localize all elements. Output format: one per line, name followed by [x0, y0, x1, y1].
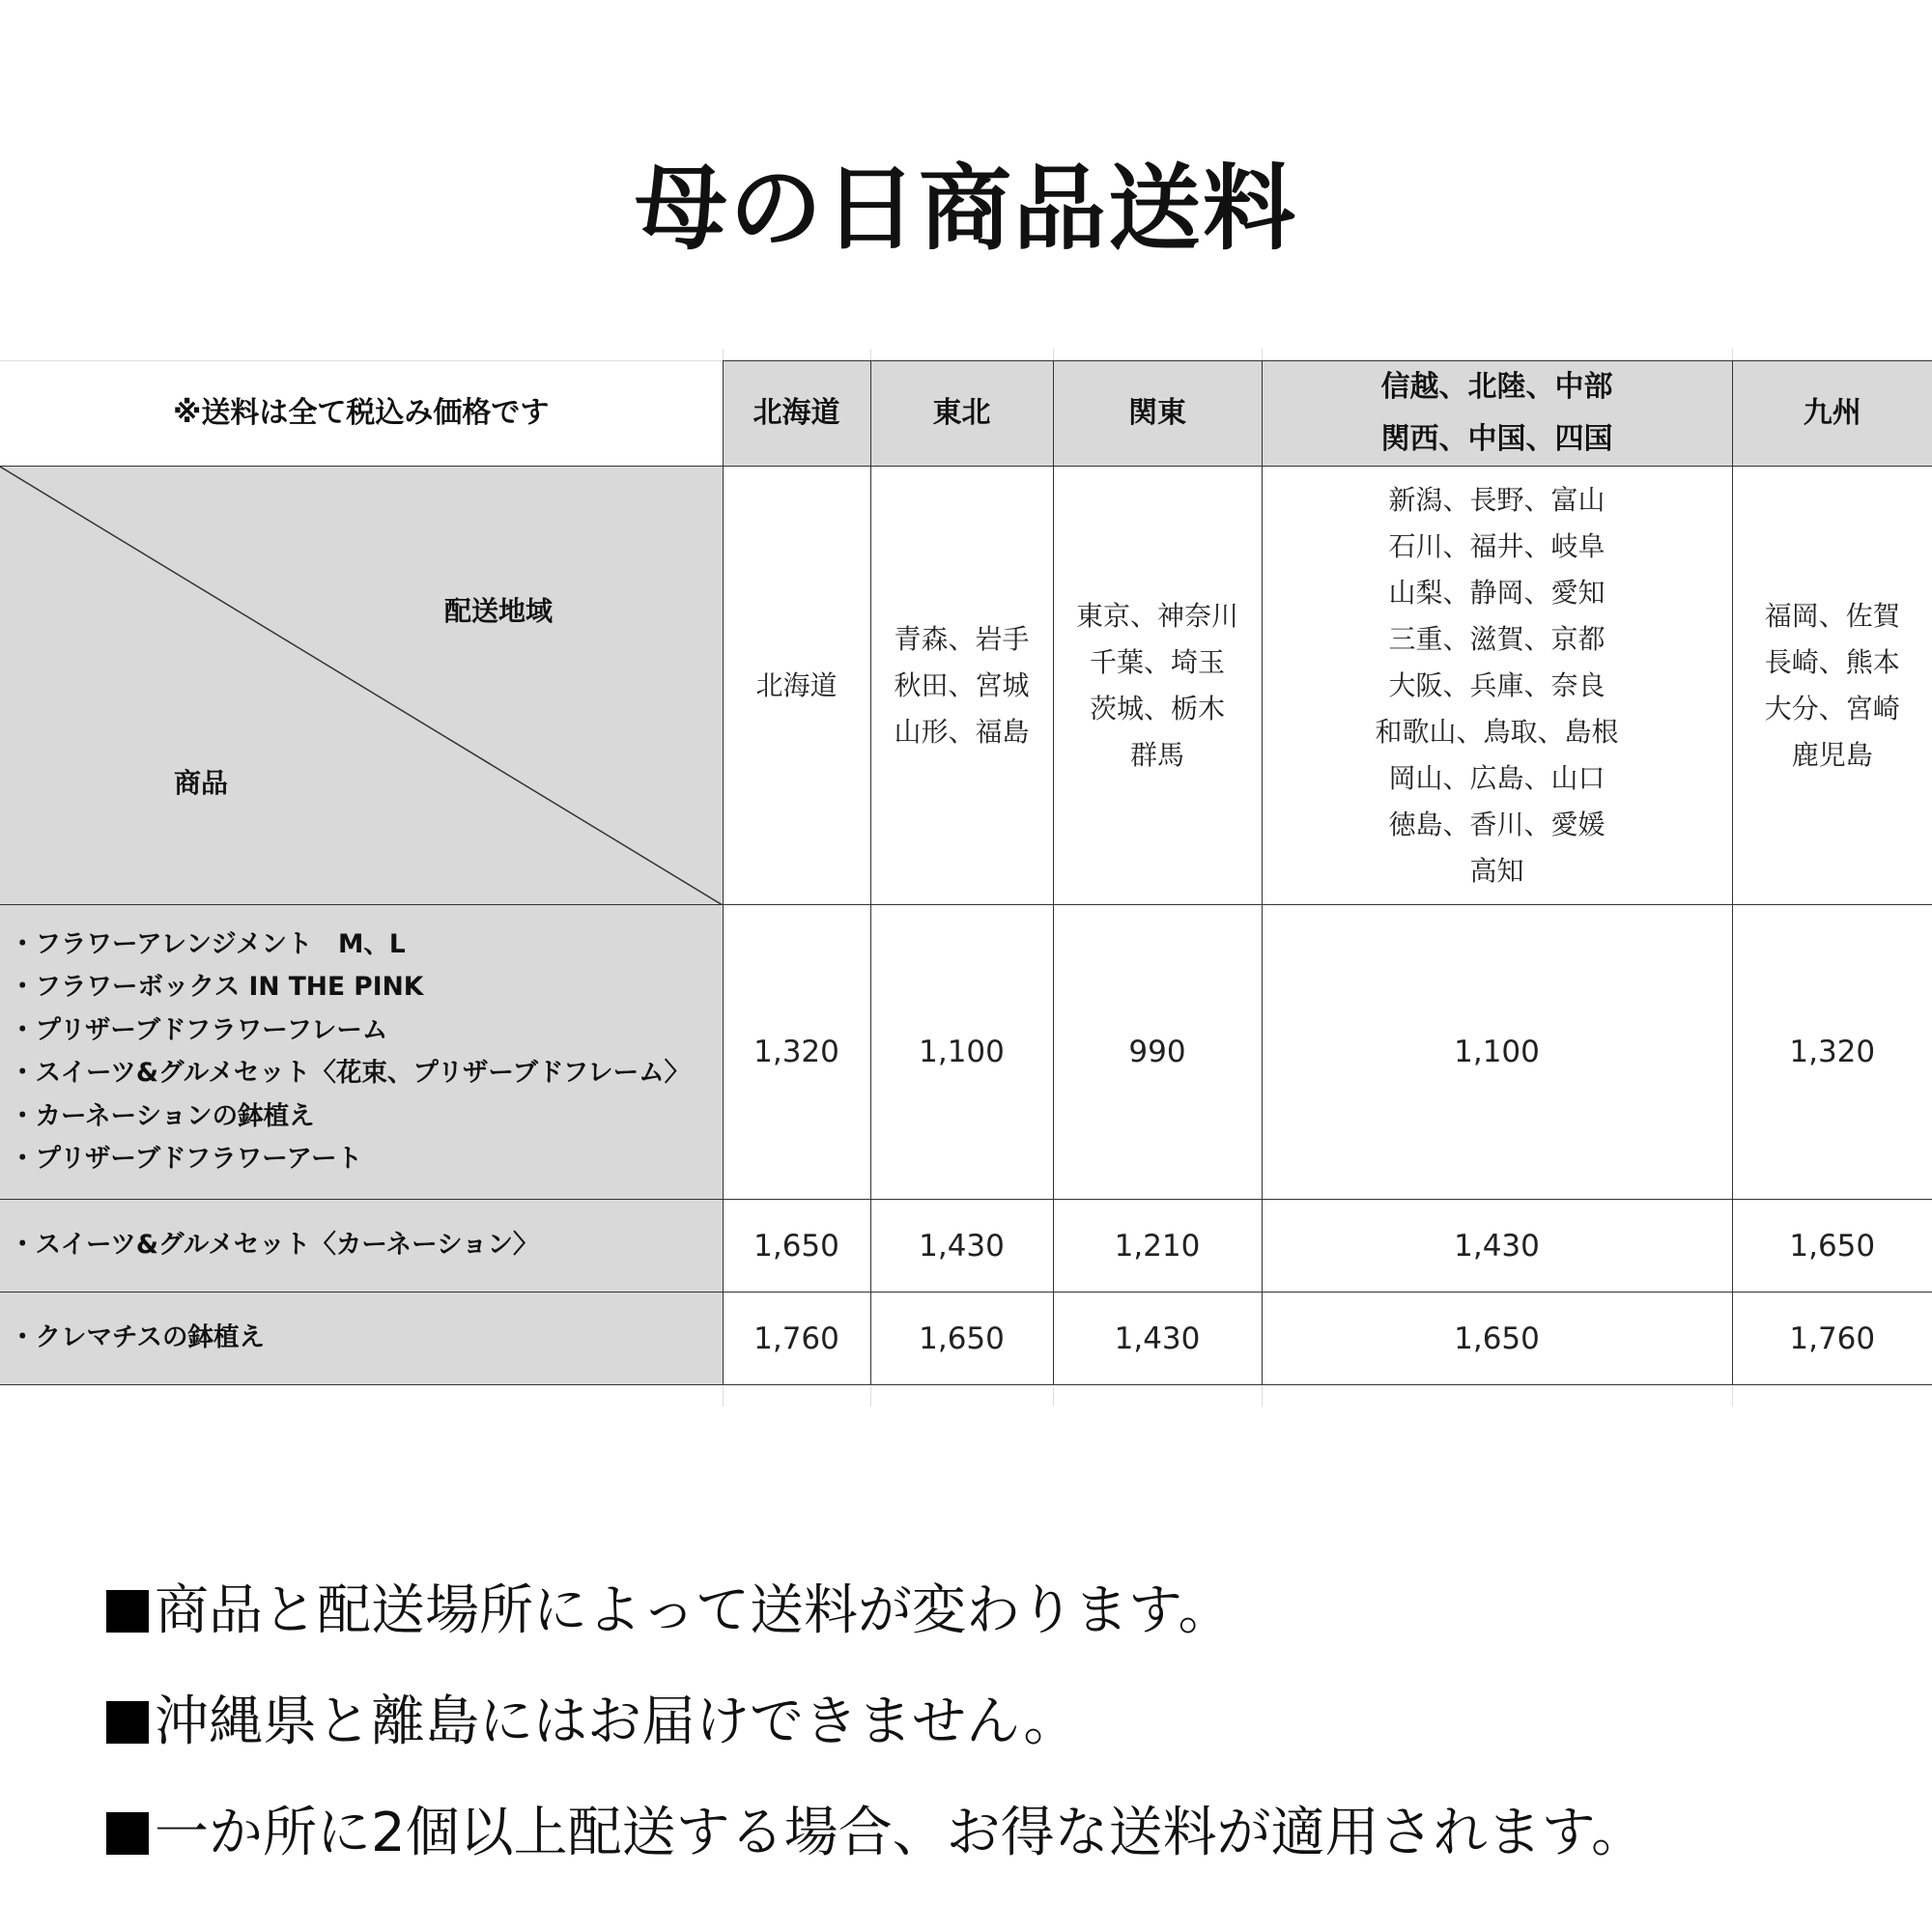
shipping-fee-table: [0, 360, 1932, 1387]
prefecture-row: [0, 467, 1932, 905]
prefecture-line: 岡山、広島、山口: [1388, 761, 1605, 794]
prefecture-line: 群馬: [1129, 738, 1184, 771]
column-tick: [1053, 349, 1054, 360]
price-cell: 1,760: [723, 1293, 870, 1385]
footer-note-no-okinawa: [106, 1689, 1077, 1756]
product-item: ・カーネーションの鉢植え: [10, 1100, 315, 1131]
price-cell: 1,650: [723, 1200, 870, 1293]
square-bullet-icon: [106, 1812, 149, 1855]
column-tick: [1732, 349, 1733, 360]
price-cell: 1,430: [1262, 1200, 1732, 1293]
product-item: ・プリザーブドフラワーアート: [10, 1144, 363, 1174]
region-header-kanto: [1053, 361, 1262, 467]
product-item: ・フラワーアレンジメント M、L: [10, 928, 406, 959]
price-cell: 1,320: [723, 905, 870, 1200]
price-cell: 1,100: [870, 905, 1053, 1200]
product-item: ・フラワーボックス IN THE PINK: [10, 972, 424, 1002]
prefecture-line: 和歌山、鳥取、島根: [1375, 715, 1619, 748]
column-tick: [1262, 1387, 1263, 1406]
prefecture-line: 大分、宮崎: [1764, 692, 1900, 724]
price-cell: 1,430: [870, 1200, 1053, 1293]
prefecture-line: 茨城、栃木: [1089, 692, 1225, 724]
header-row: [0, 361, 1932, 467]
footer-note-shipping-varies: [106, 1577, 1233, 1645]
prefecture-line: 新潟、長野、富山: [1388, 483, 1605, 516]
product-list: [0, 905, 723, 1200]
prefectures-kyushu: [1732, 467, 1932, 905]
region-axis-label: 配送地域: [444, 595, 554, 627]
column-tick: [723, 1387, 724, 1406]
price-cell: 1,320: [1732, 905, 1932, 1200]
product-item: ・プリザーブドフラワーフレーム: [10, 1014, 388, 1045]
page-title: 母の日商品送料: [635, 155, 1297, 263]
column-tick: [1053, 1387, 1054, 1406]
diagonal-line: [0, 467, 723, 905]
footer-note-text: 沖縄県と離島にはお届けできません。: [155, 1690, 1078, 1753]
region-name: 九州: [1803, 396, 1861, 430]
region-header-kyushu: [1732, 361, 1932, 467]
price-cell: 1,650: [1732, 1200, 1932, 1293]
column-tick: [723, 349, 724, 360]
price-cell: 990: [1053, 905, 1262, 1200]
region-name: 信越、北陸、中部: [1380, 370, 1613, 404]
product-axis-label: 商品: [174, 767, 229, 799]
column-tick: [870, 349, 871, 360]
diagonal-header-cell: [0, 467, 723, 905]
prefecture-line: 東京、神奈川: [1075, 599, 1238, 632]
price-cell: 1,430: [1053, 1293, 1262, 1385]
product-item: ・スイーツ&グルメセット〈カーネーション〉: [10, 1230, 539, 1261]
prefecture-line: 青森、岩手: [894, 622, 1030, 655]
price-cell: 1,650: [870, 1293, 1053, 1385]
footer-note-multi-discount: [106, 1800, 1645, 1867]
region-name: 東北: [932, 396, 991, 430]
square-bullet-icon: [106, 1701, 149, 1744]
prefecture-line: 千葉、埼玉: [1089, 645, 1225, 678]
column-tick: [1262, 349, 1263, 360]
region-header-hokkaido: [723, 361, 870, 467]
prefecture-line: 北海道: [755, 668, 838, 701]
prefecture-line: 徳島、香川、愛媛: [1388, 808, 1605, 840]
region-name: 関西、中国、四国: [1380, 422, 1613, 456]
prefecture-line: 石川、福井、岐阜: [1388, 529, 1605, 562]
prefecture-line: 山形、福島: [894, 715, 1030, 748]
prefectures-hokkaido: [723, 467, 870, 905]
prefectures-chubu-kansai: [1262, 467, 1732, 905]
prefectures-tohoku: [870, 467, 1053, 905]
price-cell: 1,100: [1262, 905, 1732, 1200]
prefecture-line: 三重、滋賀、京都: [1388, 622, 1605, 655]
prefecture-line: 長崎、熊本: [1764, 645, 1900, 678]
table-row: [0, 1293, 1932, 1385]
price-cell: 1,760: [1732, 1293, 1932, 1385]
prefectures-kanto: [1053, 467, 1262, 905]
footer-note-text: 商品と配送場所によって送料が変わります。: [155, 1579, 1233, 1642]
prefecture-line: 福岡、佐賀: [1764, 599, 1900, 632]
prefecture-line: 山梨、静岡、愛知: [1388, 576, 1605, 609]
product-item: ・スイーツ&グルメセット〈花束、プリザーブドフレーム〉: [10, 1058, 691, 1088]
price-cell: 1,210: [1053, 1200, 1262, 1293]
column-tick: [870, 1387, 871, 1406]
footer-note-text: 一か所に2個以上配送する場合、お得な送料が適用されます。: [155, 1802, 1646, 1864]
table-row: [0, 905, 1932, 1200]
region-header-tohoku: [870, 361, 1053, 467]
price-cell: 1,650: [1262, 1293, 1732, 1385]
region-header-chubu-kansai: [1262, 361, 1732, 467]
product-item: ・クレマチスの鉢植え: [10, 1322, 265, 1353]
prefecture-line: 秋田、宮城: [894, 668, 1030, 701]
region-name: 関東: [1128, 396, 1186, 430]
region-name: 北海道: [753, 396, 840, 430]
tax-note: ※送料は全て税込み価格です: [0, 361, 723, 467]
product-list: [0, 1293, 723, 1385]
product-list: [0, 1200, 723, 1293]
prefecture-line: 高知: [1469, 854, 1524, 887]
square-bullet-icon: [106, 1590, 149, 1633]
table-row: [0, 1200, 1932, 1293]
prefecture-line: 鹿児島: [1791, 738, 1873, 771]
column-tick: [1732, 1387, 1733, 1406]
prefecture-line: 大阪、兵庫、奈良: [1388, 668, 1605, 701]
